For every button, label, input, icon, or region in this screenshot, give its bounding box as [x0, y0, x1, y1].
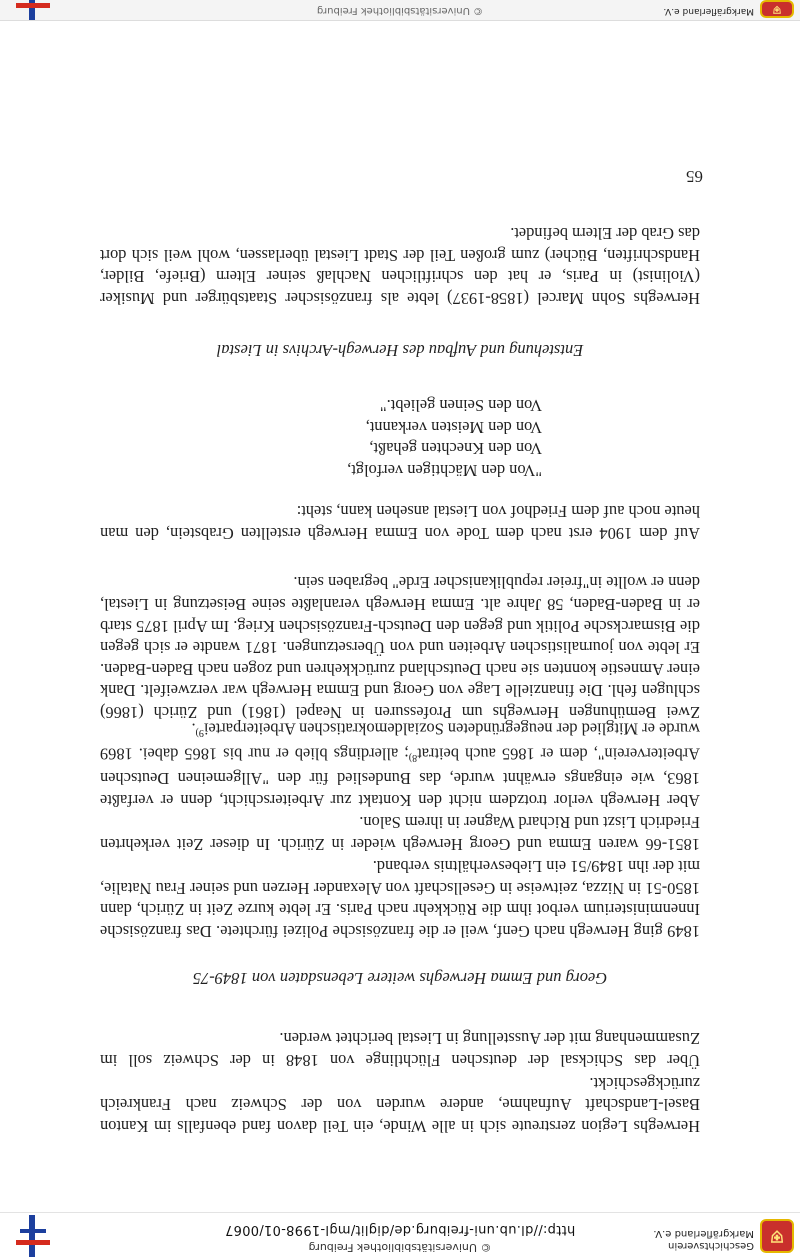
library-footer [0, 0, 800, 21]
society-line-2: Markgräflerland e.V. [653, 1228, 754, 1239]
inscription-line: Von den Seinen geliebt." [379, 396, 542, 416]
paragraph: Zwei Bemühungen Herweghs um Professuren in Neapel (1861) und Zürich (1866) schlugen fehl. Die finanzielle Lage von Georg und Emma Herwegh war verzweifelt. Dank einer Amnestie konnten sie nach Deutschland zurückkehren und zogen nach Baden-Baden. Er lebte von journalistischen Arbeiten und von Übersetzungen. 1871 wandte er sich gegen die Bismarcksche Politik und gegen den Deutsch-Französischen Krieg. Im April 1875 starb er in Baden-Baden, 58 Jahre alt. Emma Herwegh veranlaßte seine Beisetzung in Liestal, denn er wollte in"freier republikanischer Erde" begraben sein. [100, 573, 700, 722]
inscription-line: Von den Knechten gehaßt, [369, 439, 542, 459]
paragraph-text: . [191, 719, 196, 739]
inscription-line: Von den Meisten verkannt, [365, 417, 542, 437]
permalink-url[interactable]: http://dl.ub.uni-freiburg.de/diglit/mgl-1998-01/0067 [224, 1222, 576, 1237]
paragraph: 1849 ging Herwegh nach Genf, weil er die französische Polizei fürchtete. Das französische Innenministerium verbot ihm die Rückkehr nach Paris. Er lebte kurze Zeit in Zürich, dann 1850-51 in Nizza, zeitweise in Gesellschaft von Alexander Herzen und seiner Frau Natalie, mit der ihn 1849/51 ein Liebesverhältnis verband. [100, 857, 700, 941]
section-heading: Entstehung und Aufbau des Herwegh-Archivs in Liestal [216, 341, 584, 360]
library-credit: © Universitätsbibliothek Freiburg [308, 1241, 492, 1254]
library-banner [0, 1212, 800, 1259]
paragraph: Herweghs Legion zerstreute sich in alle Winde, ein Teil davon fand ebenfalls im Kanton Basel-Landschaft Aufnahme, andere wurden von der Schweiz nach Frankreich zurückgeschickt. [100, 1073, 700, 1136]
library-logo-icon [16, 0, 50, 20]
footnote-ref[interactable]: 9) [195, 726, 204, 738]
paragraph: Über das Schicksal der deutschen Flüchtlinge von 1848 in der Schweiz soll im Zusammenhang mit der Ausstellung in Liestal berichtet werden. [100, 1029, 700, 1070]
inscription-line: "Von den Mächtigen verfolgt, [347, 461, 542, 480]
society-crest-icon: ⛨ [760, 1219, 794, 1253]
paragraph-text: Aber Herwegh verlor trotzdem nicht den Kontakt zur Arbeiterschicht, denn er verfaßte 1863, wie eingangs erwähnt wurde, das Bundeslied für den "Allgemeinen Deutschen Arbeiterverein", dem er 1865 auch beitrat [100, 744, 700, 810]
footer-credit: © Universitätsbibliothek Freiburg [316, 5, 484, 16]
paragraph [100, 718, 700, 811]
section-heading: Georg und Emma Herweghs weitere Lebensdaten von 1849-75 [192, 969, 608, 988]
paragraph: Herweghs Sohn Marcel (1858-1937) lebte als französischer Staatsbürger und Musiker (Violinist) in Paris, er hat den schriftlichen Nachlaß seiner Eltern (Briefe, Bilder, Handschriften, Bücher) zum großen Teil der Stadt Liestal überlassen, wohl weil sich dort das Grab der Eltern befindet. [100, 224, 700, 308]
paragraph: 1851-66 waren Emma und Georg Herwegh wieder in Zürich. In dieser Zeit verkehrten Friedrich Liszt und Richard Wagner in ihrem Salon. [100, 813, 700, 854]
society-line-1: Geschichtsverein [668, 1240, 754, 1251]
library-logo-icon [16, 1215, 50, 1257]
footnote-ref[interactable]: 8) [408, 751, 418, 763]
grave-inscription [222, 395, 542, 481]
paragraph-text: ; allerdings blieb er nur bis 1865 dabei. 1869 wurde er Mitglied der neugegründeten Sozialdemokratischen Arbeiterpartei [99, 719, 700, 764]
paragraph: Auf dem 1904 erst nach dem Tode von Emma Herwegh erstellten Grabstein, den man heute noch auf dem Friedhof von Liestal ansehen kann, steht: [100, 502, 700, 543]
page-number: 65 [686, 167, 703, 186]
footer-society: Markgräflerland e.V. [663, 6, 754, 16]
society-crest-icon: ⛨ [760, 0, 794, 18]
